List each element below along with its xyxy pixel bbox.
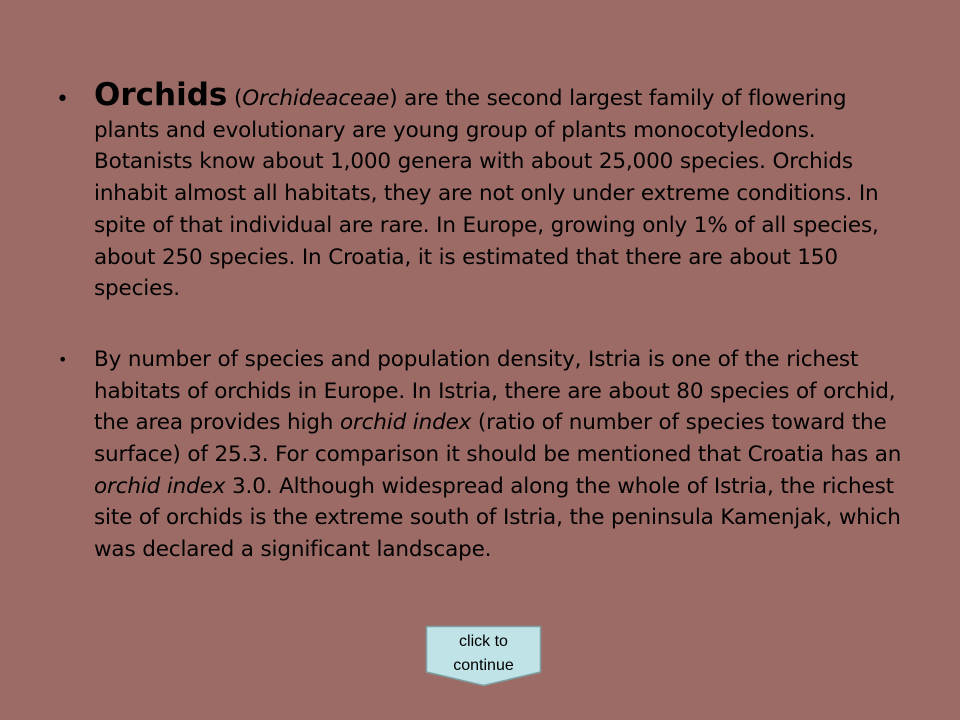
bullet-text: By number of species and population density, Istria is one of the richest habitats of orchids in Europe. In Istria, there are about 80 species of orchid, the area provides high	[94, 346, 896, 436]
continue-button[interactable]	[425, 625, 542, 687]
bullet-dot-icon: •	[58, 349, 68, 369]
continue-label	[425, 630, 542, 678]
continue-label-line: click to	[459, 633, 508, 650]
bullet-text: 3.0. Although widespread along the whole of Istria, the richest site of orchids is the extreme south of Istria, the peninsula Kamenjak, which was declared a significant landscape.	[94, 473, 901, 563]
bullet-text: (ratio of number of species toward the surface) of 25.3. For comparison it should be mentioned that Croatia has an	[94, 410, 902, 468]
continue-label-line: continue	[453, 657, 514, 674]
emphasized-term: orchid index	[339, 410, 472, 436]
bullet-list	[56, 77, 916, 566]
bullet-text: (	[227, 86, 243, 111]
emphasized-term: orchid index	[94, 473, 226, 499]
bullet-text: ) are the second largest family of flowering plants and evolutionary are young group of plants monocotyledons. Botanists know about 1,000 genera with about 25,000 species. Orchids inhabit almost all habitats, they are not only under extreme conditions. In spite of that individual are rare. In Europe, growing only 1% of all species, about 250 species. In Croatia, it is estimated that there are about 150 species.	[94, 86, 879, 302]
latin-name: Orchideaceae	[242, 86, 390, 111]
bullet-item-orchids-intro	[56, 77, 916, 305]
bullet-item-istria	[56, 344, 916, 566]
bullet-dot-icon: •	[56, 87, 69, 112]
lead-word: Orchids	[94, 77, 228, 113]
